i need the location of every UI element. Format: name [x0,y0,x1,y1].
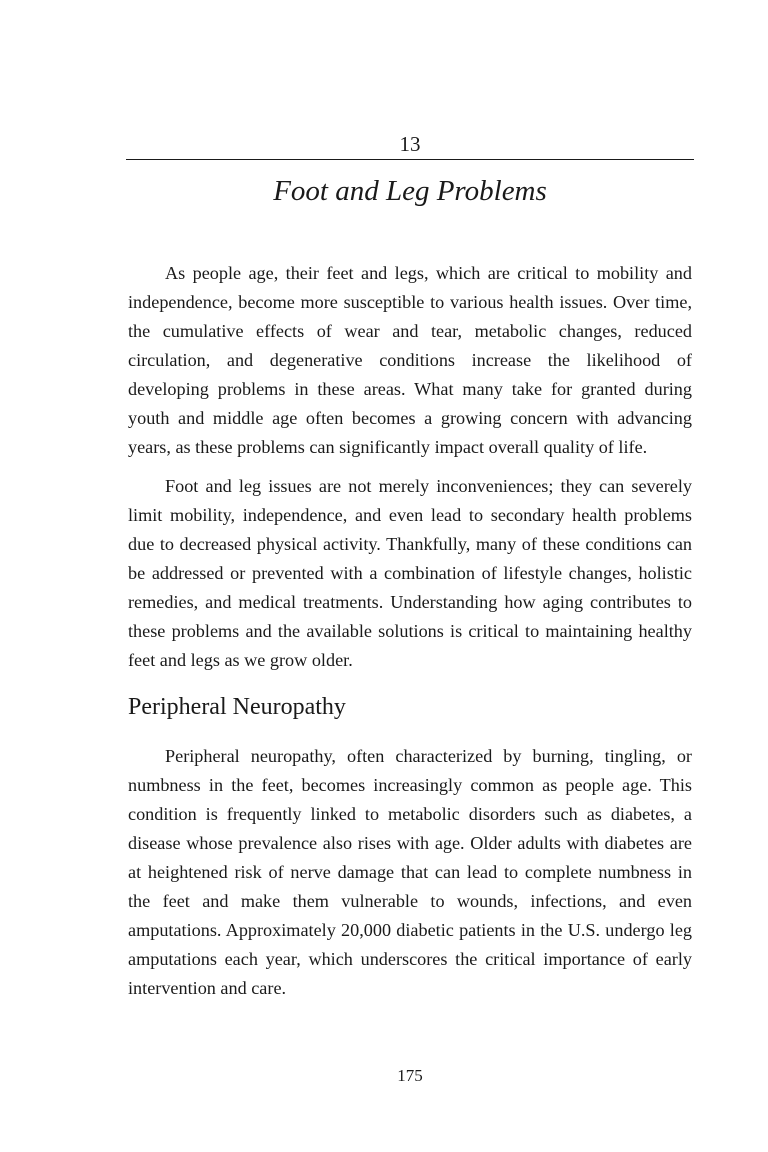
intro-paragraph-2: Foot and leg issues are not merely inconveniences; they can severely limit mobility, independence, and even lead to secondary health problems due to decreased physical activity. Thankfully, many of these conditions can be addressed or prevented with a combination of lifestyle changes, holistic remedies, and medical treatments. Understanding how aging contributes to these problems and the available solutions is critical to maintaining healthy feet and legs as we grow older. [128,476,692,670]
section-paragraph-1: Peripheral neuropathy, often characterized by burning, tingling, or numbness in the feet, becomes increasingly common as people age. This condition is frequently linked to metabolic disorders such as diabetes, a disease whose prevalence also rises with age. Older adults with diabetes are at heightened risk of nerve damage that can lead to complete numbness in the feet and make them vulnerable to wounds, infections, and even amputations. Approximately 20,000 diabetic patients in the U.S. undergo leg amputations each year, which underscores the critical importance of early intervention and care. [128,746,692,998]
intro-paragraph-1: As people age, their feet and legs, which are critical to mobility and independence, become more susceptible to various health issues. Over time, the cumulative effects of wear and tear, metabolic changes, reduced circulation, and degenerative conditions increase the likelihood of developing problems in these areas. What many take for granted during youth and middle age often becomes a growing concern with advancing years, as these problems can significantly impact overall quality of life. [128,263,692,457]
chapter-divider-rule [126,159,694,160]
intro-text [128,259,692,675]
chapter-title: Foot and Leg Problems [273,175,547,207]
section-heading: Peripheral Neuropathy [128,694,346,720]
page-number: 175 [397,1066,423,1085]
section-text [128,742,692,1003]
chapter-number: 13 [399,132,421,156]
